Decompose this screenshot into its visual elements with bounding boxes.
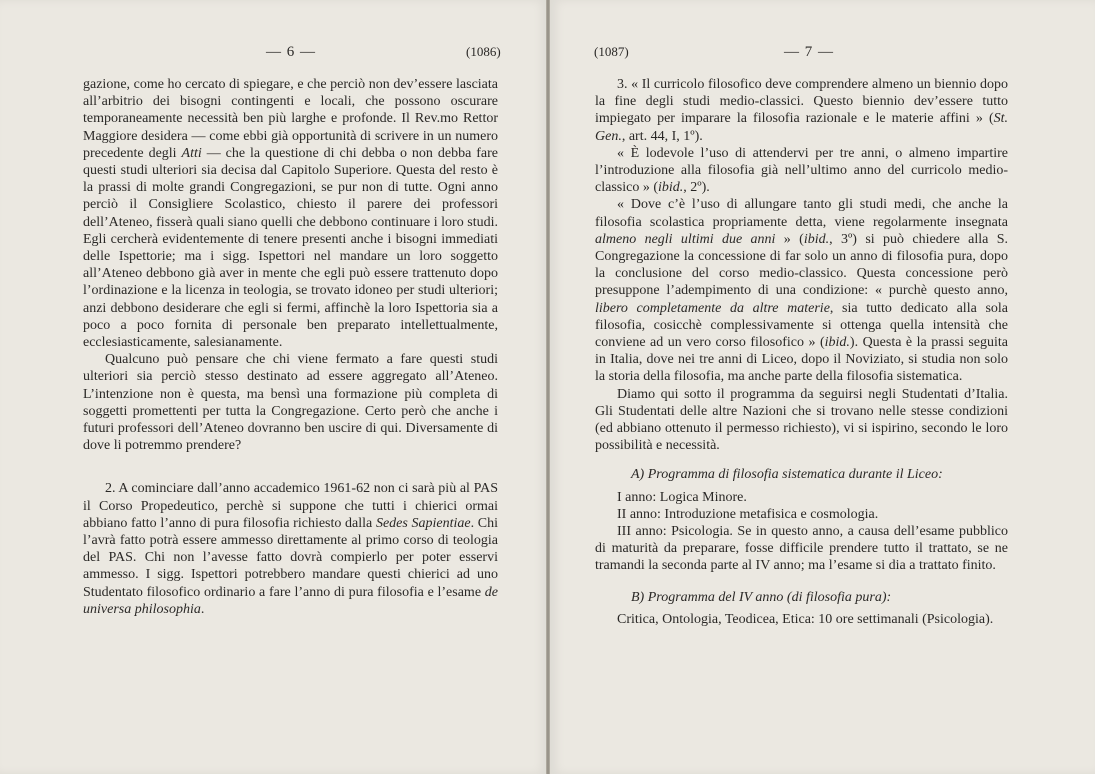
left-page-body bbox=[83, 76, 498, 618]
paragraph-lodevole: « È lodevole l’uso di attendervi per tre anni, o almeno impartire l’introduzione alla filosofia già nell’ultimo anno del curricolo medio-classico » (ibid., 2º). bbox=[595, 145, 1008, 196]
section-b-heading: B) Programma del IV anno (di filosofia pura): bbox=[631, 589, 892, 605]
section-a-heading: A) Programma di filosofia sistematica durante il Liceo: bbox=[631, 467, 943, 483]
right-page bbox=[550, 0, 1095, 774]
left-page-number: — 6 — bbox=[266, 44, 316, 60]
right-page-number: — 7 — bbox=[784, 44, 834, 60]
left-doc-number: (1086) bbox=[466, 44, 501, 59]
paragraph-continuation: gazione, come ho cercato di spiegare, e che perciò non dev’essere lasciata all’arbitrio dei bisogni contingenti e locali, che possono oscurare temporaneamente necessità ben più larghe e profonde. Il Rev.mo Rettor Maggiore desidera — come ebbi già opportunità di scrivere in un numero precedente degli Atti — che la questione di chi debba o non debba fare questi studi ulteriori sia decisa dal Capitolo Superiore. Questa del resto è la prassi di molte grandi Congregazioni, se pur non di tutte. Ogni anno perciò il Consigliere Scolastico, chiesto il parere dei professori dell’Ateneo, fisserà quali siano quelli che debbono continuare i loro studi. Egli cercherà evidentemente di tenere presenti anche i bisogni immediati delle Ispettorie; ma i sigg. Ispettori nel mandare un loro soggetto all’Ateneo debbono già aver in mente che egli può essere trattenuto dopo l’ordinazione e la licenza in teologia, se trovato idoneo per studi ulteriori; anzi debbono desiderare che egli si fermi, affinchè la loro Ispettoria sia a poco a poco fornita di personale ben preparato intellettualmente, ecclesiasticamente, salesianamente. bbox=[83, 77, 498, 351]
paragraph-dove: « Dove c’è l’uso di allungare tanto gli studi medi, che anche la filosofia scolastica propriamente detta, viene regolarmente insegnata almeno negli ultimi due anni » (ibid., 3º) si può chiedere alla S. Congregazione la concessione di far solo un anno di filosofia pura, dopo la conclusione del corso medio-classico. Questa concessione però presuppone l’adempimento di una condizione: « purchè questo anno, libero completamente da altre materie, sia tutto dedicato alla sola filosofia, cosicchè complessivamente si ottenga quella intensità che conviene ad un vero corso filosofico » (ibid.). Questa è la prassi seguita in Italia, dove nei tre anni di Liceo, dopo il Noviziato, si studia non solo la storia della filosofia, ma anche parte della filosofia sistematica. bbox=[595, 197, 1008, 385]
program-line-3: III anno: Psicologia. Se in questo anno, a causa dell’esame pubblico di maturità da preparare, fosse difficile prendere tutto il trattato, se ne tramandi la seconda parte al IV anno; ma l’esame si dia a trattato finito. bbox=[595, 524, 1008, 574]
paragraph-qualcuno: Qualcuno può pensare che chi viene fermato a fare questi studi ulteriori sia perciò stesso destinato ad essere aggregato all’Ateneo. L’intenzione non è questa, ma bensì una formazione più completa di soggetti promettenti per tutta la Congregazione. Certo però che anche i futuri professori dell’Ateneo dovranno ben uscire di qui. Diversamente di dove li potremmo prendere? bbox=[83, 352, 498, 454]
program-line-2: II anno: Introduzione metafisica e cosmologia. bbox=[617, 506, 879, 522]
paragraph-3: 3. « Il curricolo filosofico deve comprendere almeno un biennio dopo la fine degli studi medio-classici. Questo biennio dev’essere tutto impiegato per imparare la filosofia razionale e le materie affini » (St. Gen., art. 44, I, 1º). bbox=[595, 77, 1008, 144]
program-line-1: I anno: Logica Minore. bbox=[617, 489, 747, 505]
paragraph-2: 2. A cominciare dall’anno accademico 1961-62 non ci sarà più al PAS il Corso Propedeutico, perchè si suppone che tutti i chierici ormai abbiano fatto l’anno di pura filosofia richiesto dalla Sedes Sapientiae. Chi l’avrà fatto potrà essere ammesso direttamente al primo corso di teologia del PAS. Chi non l’avesse fatto dovrà compierlo per poter esservi ammesso. I sigg. Ispettori potrebbero mandare questi chierici ad uno Studentato filosofico ordinario a fare l’anno di pura filosofia e l’esame de universa philosophia. bbox=[83, 481, 498, 617]
right-doc-number: (1087) bbox=[594, 44, 629, 59]
paragraph-diamo: Diamo qui sotto il programma da seguirsi negli Studentati d’Italia. Gli Studentati delle altre Nazioni che si trovano nelle stesse condizioni (ed abbiano ottenuto il permesso richiesto), vi si ispirino, secondo le loro possibilità e necessità. bbox=[595, 386, 1008, 454]
section-b-text: Critica, Ontologia, Teodicea, Etica: 10 ore settimanali (Psicologia). bbox=[617, 611, 994, 627]
right-page-body bbox=[595, 76, 1008, 628]
